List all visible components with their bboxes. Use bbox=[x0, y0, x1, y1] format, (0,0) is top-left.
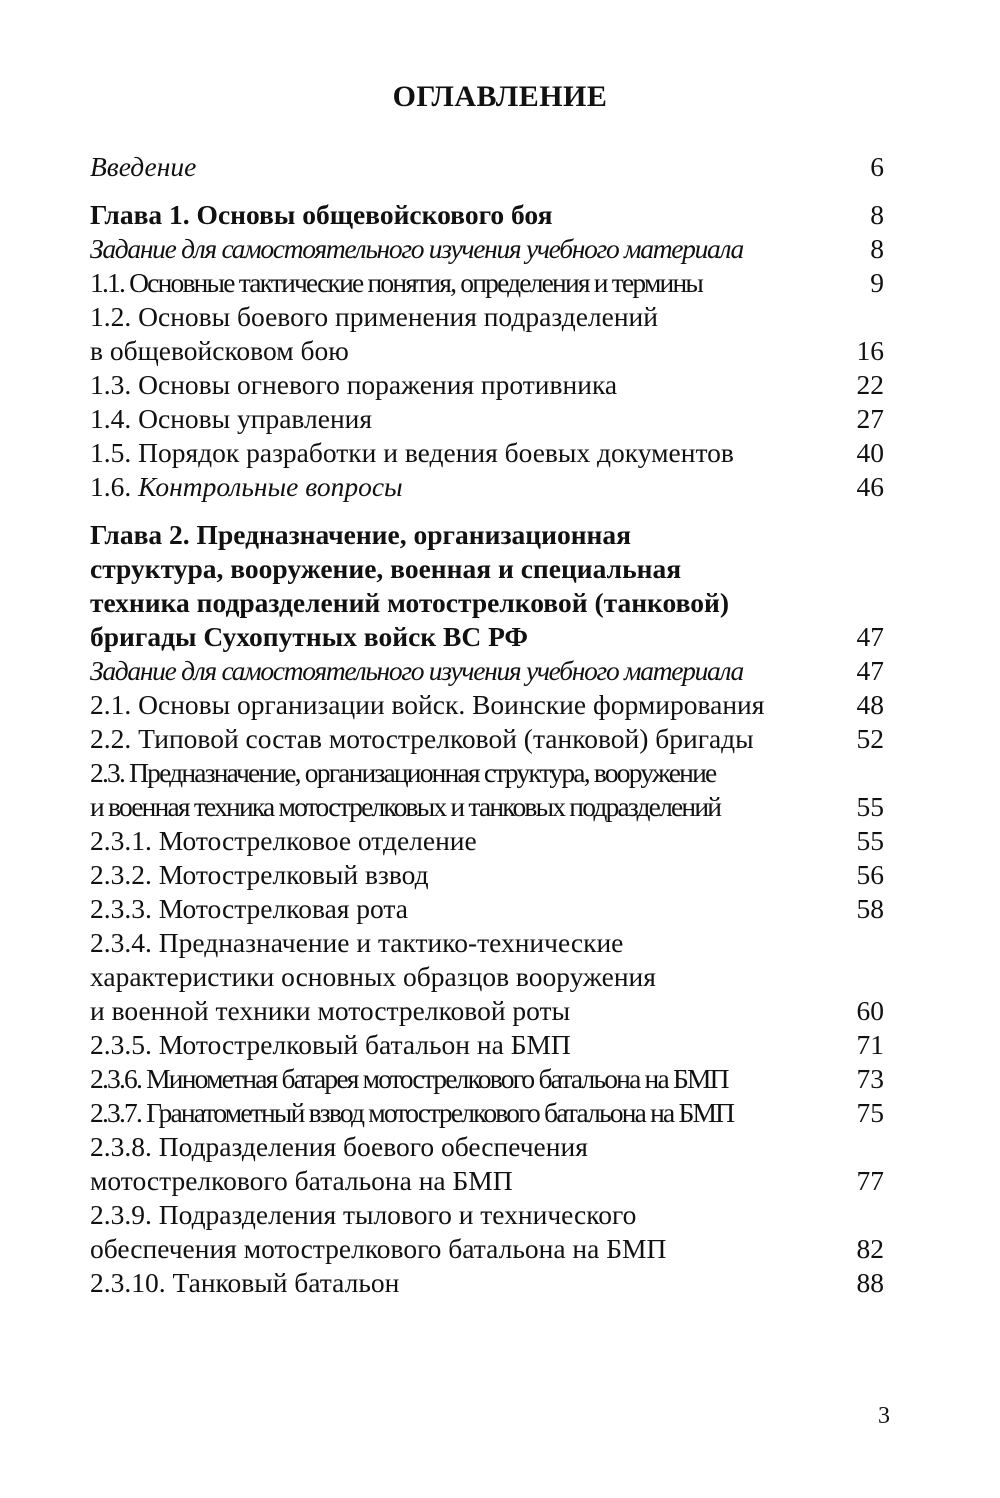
toc-entry-page: 82 bbox=[856, 1233, 884, 1264]
toc-entry-page: 75 bbox=[856, 1097, 884, 1128]
toc-entry-page: 52 bbox=[856, 723, 884, 754]
toc-entry-title: 1.4. Основы управления bbox=[90, 403, 373, 434]
toc-entry-title: Задание для самостоятельного изучения учебного материала bbox=[90, 655, 743, 686]
toc-entry bbox=[90, 436, 890, 470]
toc-entry-page: 27 bbox=[856, 403, 884, 434]
toc-entry bbox=[90, 892, 890, 926]
toc-entry-page: 56 bbox=[856, 859, 884, 890]
toc-chapter bbox=[90, 586, 890, 620]
toc-entry-page: 40 bbox=[856, 437, 884, 468]
toc-entry bbox=[90, 1266, 890, 1300]
toc-entry bbox=[90, 1130, 890, 1164]
toc-entry-title: 2.3.1. Мотострелковое отделение bbox=[90, 825, 477, 856]
toc-entry bbox=[90, 334, 890, 368]
toc-entry-page: 22 bbox=[856, 369, 884, 400]
toc-entry-title: Введение bbox=[90, 151, 197, 182]
toc-entry-title: Задание для самостоятельного изучения учебного материала bbox=[90, 233, 743, 264]
toc-entry-page: 47 bbox=[856, 655, 884, 686]
toc-entry bbox=[90, 926, 890, 960]
toc-entry-title: техника подразделений мотострелковой (танковой) bbox=[90, 587, 729, 618]
toc-entry-title: и военная техника мотострелковых и танковых подразделений bbox=[90, 791, 721, 822]
toc-entry-title: характеристики основных образцов вооружения bbox=[90, 961, 656, 992]
toc-entry-title: 2.3.10. Танковый батальон bbox=[90, 1267, 400, 1298]
toc-entry bbox=[90, 1164, 890, 1198]
toc-chapter bbox=[90, 198, 890, 232]
table-of-contents bbox=[90, 150, 890, 1300]
toc-entry bbox=[90, 300, 890, 334]
toc-chapter bbox=[90, 620, 890, 654]
toc-entry-title: 1.1. Основные тактические понятия, определения и термины bbox=[90, 267, 703, 298]
toc-entry-page: 48 bbox=[856, 689, 884, 720]
toc-entry-title: 2.3.2. Мотострелковый взвод bbox=[90, 859, 429, 890]
toc-entry-page: 55 bbox=[856, 825, 884, 856]
toc-chapter bbox=[90, 552, 890, 586]
toc-entry-title: Контрольные вопросы bbox=[138, 471, 403, 502]
toc-entry-title: 2.3.3. Мотострелковая рота bbox=[90, 893, 408, 924]
toc-entry-page: 77 bbox=[856, 1165, 884, 1196]
toc-entry-page: 71 bbox=[856, 1029, 884, 1060]
toc-entry bbox=[90, 790, 890, 824]
toc-entry bbox=[90, 858, 890, 892]
toc-entry bbox=[90, 1198, 890, 1232]
toc-entry bbox=[90, 1028, 890, 1062]
toc-entry-page: 46 bbox=[856, 471, 884, 502]
toc-entry bbox=[90, 688, 890, 722]
toc-entry-page: 8 bbox=[870, 199, 884, 230]
toc-chapter bbox=[90, 518, 890, 552]
toc-entry-title: в общевойсковом бою bbox=[90, 335, 349, 366]
toc-entry-page: 88 bbox=[856, 1267, 884, 1298]
toc-entry bbox=[90, 1232, 890, 1266]
toc-entry-number: 1.6. bbox=[90, 471, 132, 502]
toc-entry-page: 60 bbox=[856, 995, 884, 1026]
toc-entry-title: 2.3.6. Минометная батарея мотострелкового батальона на БМП bbox=[90, 1063, 728, 1094]
toc-entry-title: структура, вооружение, военная и специальная bbox=[90, 553, 682, 584]
toc-entry-title: 2.3. Предназначение, организационная структура, вооружение bbox=[90, 757, 716, 788]
toc-entry-title: мотострелкового батальона на БМП bbox=[90, 1165, 513, 1196]
toc-entry bbox=[90, 722, 890, 756]
toc-entry-page: 9 bbox=[870, 267, 884, 298]
page-number: 3 bbox=[878, 1403, 890, 1429]
toc-entry-title: 2.3.4. Предназначение и тактико-технические bbox=[90, 927, 624, 958]
toc-entry bbox=[90, 756, 890, 790]
toc-entry-title: бригады Сухопутных войск ВС РФ bbox=[90, 621, 529, 652]
page-title: ОГЛАВЛЕНИЕ bbox=[392, 80, 608, 113]
toc-entry bbox=[90, 150, 890, 184]
toc-entry bbox=[90, 402, 890, 436]
toc-entry-page: 6 bbox=[870, 151, 884, 182]
toc-entry bbox=[90, 994, 890, 1028]
toc-entry-page: 8 bbox=[870, 233, 884, 264]
toc-entry-title: и военной техники мотострелковой роты bbox=[90, 995, 571, 1026]
toc-entry-title: Глава 2. Предназначение, организационная bbox=[90, 519, 632, 550]
toc-entry bbox=[90, 470, 890, 504]
toc-entry-title: 1.2. Основы боевого применения подразделений bbox=[90, 301, 658, 332]
toc-entry-title: 2.3.5. Мотострелковый батальон на БМП bbox=[90, 1029, 571, 1060]
toc-entry-title: 2.2. Типовой состав мотострелковой (танковой) бригады bbox=[90, 723, 754, 754]
toc-entry-page: 73 bbox=[856, 1063, 884, 1094]
toc-entry-title: обеспечения мотострелкового батальона на БМП bbox=[90, 1233, 667, 1264]
toc-entry-title: 2.3.7. Гранатометный взвод мотострелкового батальона на БМП bbox=[90, 1097, 734, 1128]
toc-entry-title: 2.3.9. Подразделения тылового и технического bbox=[90, 1199, 637, 1230]
toc-entry bbox=[90, 368, 890, 402]
toc-entry-title: 2.1. Основы организации войск. Воинские формирования bbox=[90, 689, 765, 720]
toc-entry-page: 55 bbox=[856, 791, 884, 822]
toc-entry-title: Глава 1. Основы общевойскового боя bbox=[90, 199, 553, 230]
toc-entry bbox=[90, 1062, 890, 1096]
toc-entry-title: 2.3.8. Подразделения боевого обеспечения bbox=[90, 1131, 588, 1162]
toc-entry-page: 16 bbox=[856, 335, 884, 366]
toc-entry bbox=[90, 232, 890, 266]
toc-entry bbox=[90, 824, 890, 858]
toc-entry bbox=[90, 1096, 890, 1130]
toc-entry-title: 1.3. Основы огневого поражения противника bbox=[90, 369, 618, 400]
toc-entry-page: 58 bbox=[856, 893, 884, 924]
toc-entry-title: 1.5. Порядок разработки и ведения боевых документов bbox=[90, 437, 734, 468]
toc-entry bbox=[90, 960, 890, 994]
toc-entry-page: 47 bbox=[856, 621, 884, 652]
toc-entry bbox=[90, 654, 890, 688]
toc-entry bbox=[90, 266, 890, 300]
